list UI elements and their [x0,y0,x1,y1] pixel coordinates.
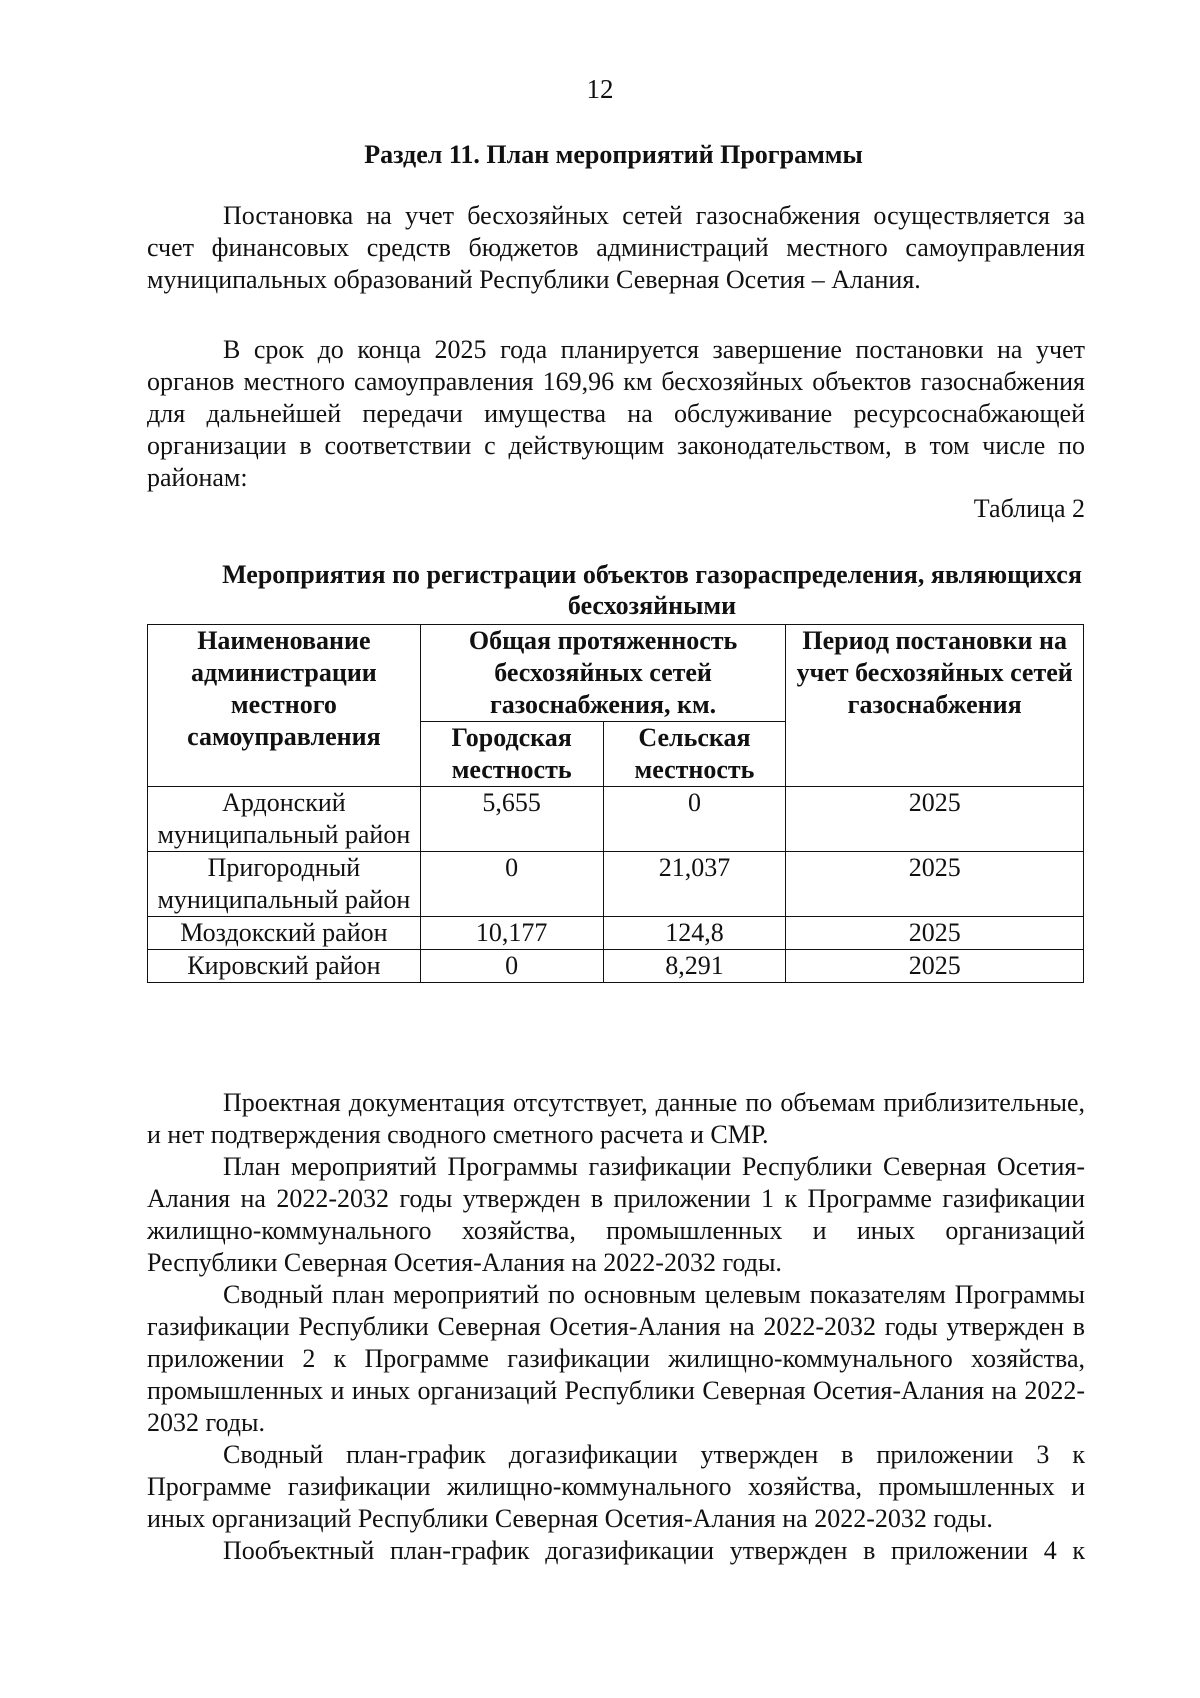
header-name: Наименование администрации местного самоуправления [148,625,421,787]
table-row [148,852,1084,917]
cell-period: 2025 [786,950,1084,983]
header-period: Период постановки на учет бесхозяйных сетей газоснабжения [786,625,1084,787]
plan-paragraph-block [147,334,1085,494]
paragraph: В срок до конца 2025 года планируется завершение постановки на учет органов местного самоуправления 169,96 км бесхозяйных объектов газоснабжения для дальнейшей передачи имущества на обслуживание ресурсоснабжающей организации в соответствии с действующим законодательством, в том числе по районам: [147,335,1085,492]
page-number: 12 [586,74,614,104]
intro-paragraph-block [147,200,1085,296]
cell-period: 2025 [786,787,1084,852]
header-length-group: Общая протяженность бесхозяйных сетей газоснабжения, км. [420,625,786,722]
paragraph: Пообъектный план-график догазификации утвержден в приложении 4 к [223,1536,1085,1565]
cell-name: Ардонский муниципальный район [148,787,421,852]
header-rural: Сельская местность [603,722,786,787]
cell-name: Пригородный муниципальный район [148,852,421,917]
cell-urban: 10,177 [420,917,603,950]
cell-rural: 21,037 [603,852,786,917]
paragraph: Сводный план-график догазификации утвержден в приложении 3 к Программе газификации жилищно-коммунального хозяйства, промышленных и иных организаций Республики Северная Осетия-Алания на 2022-2032 годы. [147,1440,1085,1533]
cell-name: Кировский район [148,950,421,983]
closing-paragraph-block [147,1087,1085,1567]
cell-urban: 0 [420,950,603,983]
paragraph: Постановка на учет бесхозяйных сетей газоснабжения осуществляется за счет финансовых средств бюджетов администраций местного самоуправления муниципальных образований Республики Северная Осетия – Алания. [147,201,1085,294]
registration-table [147,624,1084,983]
table-row [148,917,1084,950]
header-urban: Городская местность [420,722,603,787]
cell-rural: 124,8 [603,917,786,950]
paragraph: План мероприятий Программы газификации Республики Северная Осетия-Алания на 2022-2032 годы утвержден в приложении 1 к Программе газификации жилищно-коммунального хозяйства, промышленных и иных организаций Республики Северная Осетия-Алания на 2022-2032 годы. [147,1152,1085,1277]
cell-period: 2025 [786,852,1084,917]
paragraph: Сводный план мероприятий по основным целевым показателям Программы газификации Республики Северная Осетия-Алания на 2022-2032 годы утвержден в приложении 2 к Программе газификации жилищно-коммунального хозяйства, промышленных и иных организаций Республики Северная Осетия-Алания на 2022-2032 годы. [147,1280,1085,1437]
cell-urban: 0 [420,852,603,917]
section-title: Раздел 11. План мероприятий Программы [364,140,863,169]
cell-urban: 5,655 [420,787,603,852]
table-label: Таблица 2 [973,494,1085,523]
table-row [148,787,1084,852]
cell-rural: 8,291 [603,950,786,983]
paragraph: Проектная документация отсутствует, данные по объемам приблизительные, и нет подтверждения сводного сметного расчета и СМР. [147,1088,1085,1149]
cell-rural: 0 [603,787,786,852]
cell-period: 2025 [786,917,1084,950]
table-row [148,950,1084,983]
cell-name: Моздокский район [148,917,421,950]
table-title: Мероприятия по регистрации объектов газораспределения, являющихся бесхозяйными [222,560,1082,620]
